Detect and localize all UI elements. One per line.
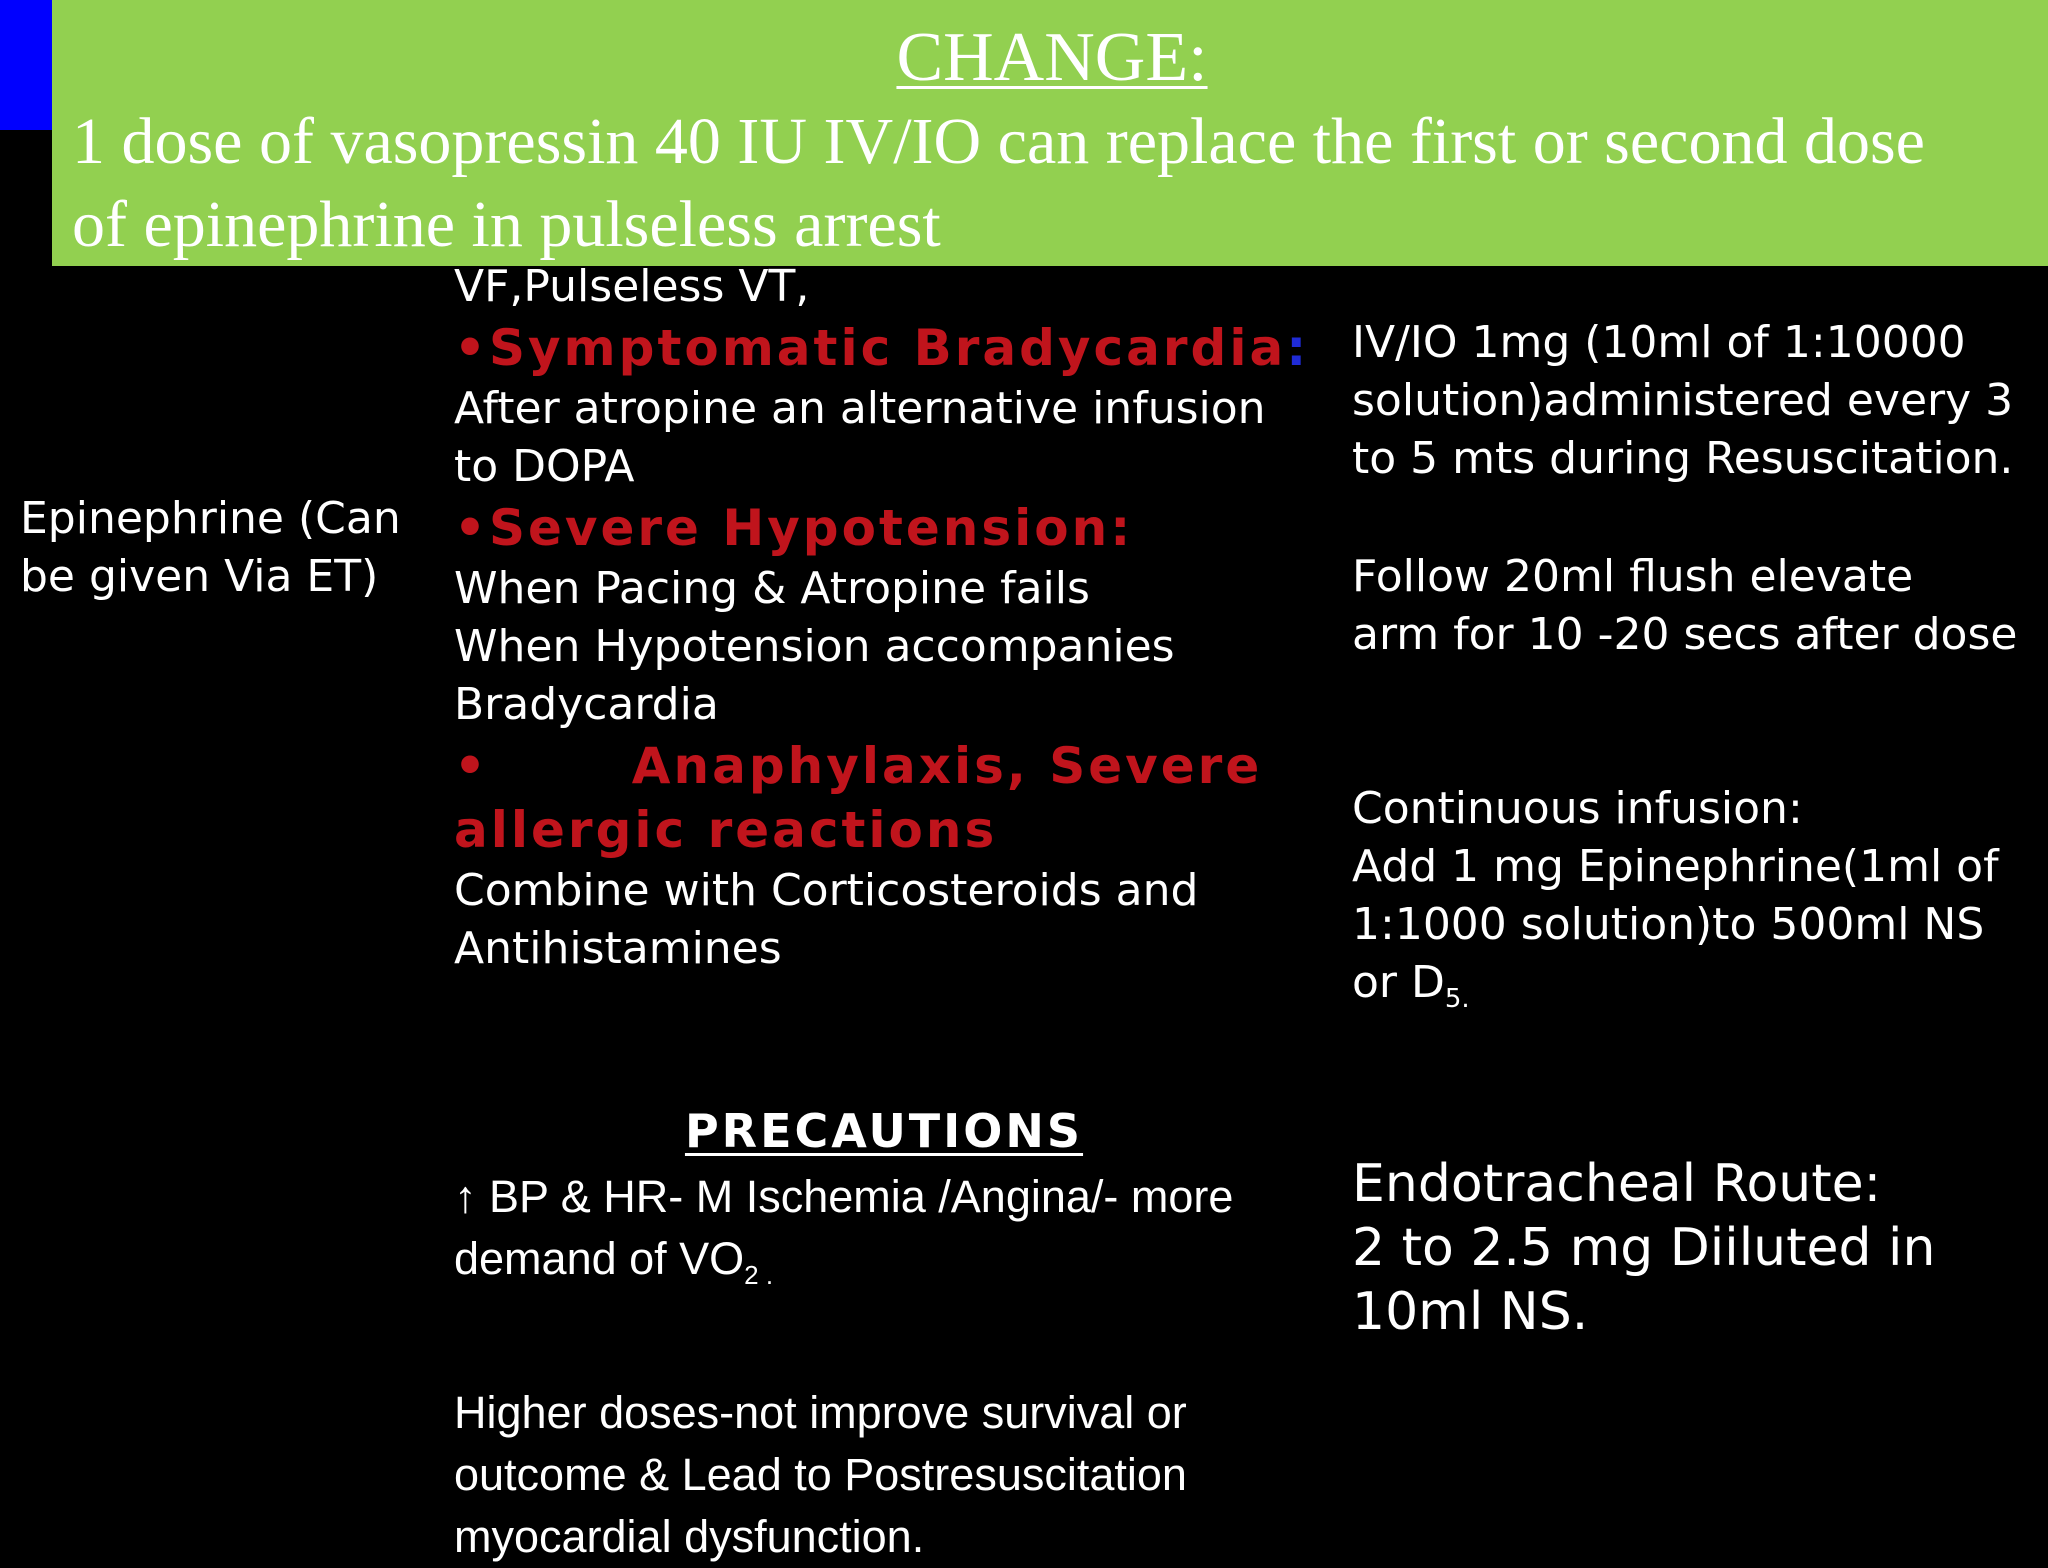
bradycardia-heading [454,316,1314,380]
infusion-2: Add 1 mg Epinephrine(1ml of [1352,841,1999,892]
indication-vf: VF,Pulseless VT, [454,261,810,312]
infusion-1: Continuous infusion: [1352,783,1803,834]
drug-name [20,490,420,606]
drug-name-line-2: be given Via ET) [20,551,379,602]
infusion-4-sub: 5. [1444,983,1470,1014]
hypotension-text-1: When Pacing & Atropine fails [454,563,1090,614]
bradycardia-heading-text: •Symptomatic Bradycardia [454,319,1287,377]
endotracheal-route [1352,1152,2042,1344]
flush-2: arm for 10 -20 secs after dose [1352,609,2018,660]
anaphylaxis-text-2: Antihistamines [454,923,782,974]
precaution-1: ↑ BP & HR- M Ischemia /Angina/- more [454,1171,1234,1222]
hypotension-heading: •Severe Hypotension: [454,499,1134,557]
precaution-2: Higher doses-not improve survival or [454,1387,1187,1438]
infusion-4 [1352,954,2042,1028]
indications-column [454,258,1314,978]
iv-dose-2: solution)administered every 3 [1352,375,2014,426]
flush-instructions [1352,548,2042,664]
bradycardia-text-2: to DOPA [454,441,635,492]
drug-name-line-1: Epinephrine (Can [20,493,401,544]
endo-1: Endotracheal Route: [1352,1154,1882,1214]
precaution-1b-text: demand of VO [454,1233,745,1284]
bradycardia-text-1: After atropine an alternative infusion [454,383,1266,434]
hypotension-text-3: Bradycardia [454,679,719,730]
precaution-1b-sub: 2 . [744,1260,774,1290]
banner-text [72,100,2022,266]
endo-2: 2 to 2.5 mg Diiluted in [1352,1218,1936,1278]
banner-title: CHANGE: [896,19,1208,96]
anaphylaxis-heading-2: allergic reactions [454,801,998,859]
hypotension-text-2: When Hypotension accompanies [454,621,1175,672]
precautions-list [454,1166,1314,1568]
iv-dose-1: IV/IO 1mg (10ml of 1:10000 [1352,317,1966,368]
anaphylaxis-text-1: Combine with Corticosteroids and [454,865,1199,916]
precaution-2c: myocardial dysfunction. [454,1511,925,1562]
precaution-2b: outcome & Lead to Postresuscitation [454,1449,1187,1500]
iv-dosing [1352,314,2042,488]
anaphylaxis-heading-1: • Anaphylaxis, Severe [454,737,1263,795]
endo-3: 10ml NS. [1352,1282,1589,1342]
precautions-heading: PRECAUTIONS [684,1104,1084,1158]
precaution-1b [454,1228,1314,1306]
flush-1: Follow 20ml flush elevate [1352,551,1914,602]
iv-dose-3: to 5 mts during Resuscitation. [1352,433,2014,484]
infusion-4-text: or D [1352,957,1445,1008]
banner-line-2: of epinephrine in pulseless arrest [72,188,941,261]
spacer [454,1306,1314,1382]
change-banner [52,0,2048,266]
bradycardia-colon: : [1286,319,1310,377]
infusion-instructions [1352,780,2042,1028]
banner-line-1: 1 dose of vasopressin 40 IU IV/IO can replace the first or second dose [72,105,1925,178]
infusion-3: 1:1000 solution)to 500ml NS [1352,899,1985,950]
blue-accent-bar [0,0,52,130]
